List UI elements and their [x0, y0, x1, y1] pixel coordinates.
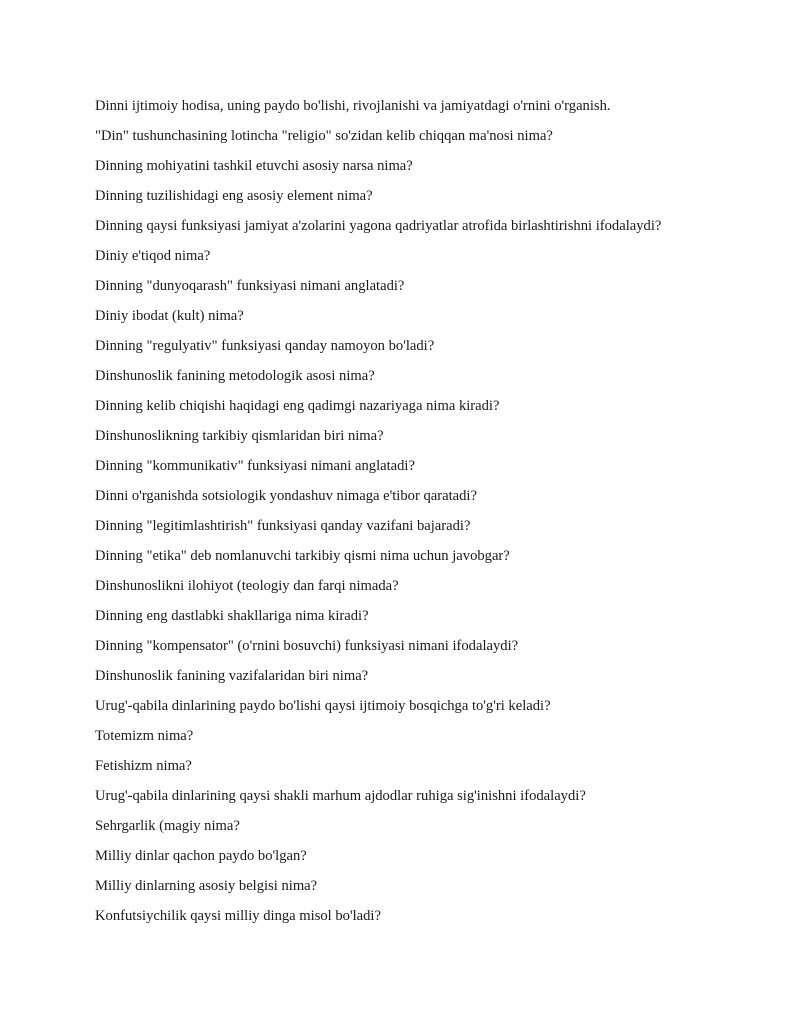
question-line: Totemizm nima? [95, 728, 194, 744]
question-line: Dinning "kommunikativ" funksiyasi nimani anglatadi? [95, 458, 415, 474]
question-line: Dinning "etika" deb nomlanuvchi tarkibiy qismi nima uchun javobgar? [95, 548, 510, 564]
question-line: "Din" tushunchasining lotincha "religio" so'zidan kelib chiqqan ma'nosi nima? [95, 128, 553, 144]
question-line: Dinshunoslik fanining metodologik asosi nima? [95, 368, 375, 384]
question-line: Dinni o'rganishda sotsiologik yondashuv nimaga e'tibor qaratadi? [95, 488, 477, 504]
question-line: Milliy dinlar qachon paydo bo'lgan? [95, 848, 307, 864]
question-line: Milliy dinlarning asosiy belgisi nima? [95, 878, 318, 894]
question-line: Dinning "kompensator" (o'rnini bosuvchi) funksiyasi nimani ifodalaydi? [95, 638, 519, 654]
question-line: Dinning "regulyativ" funksiyasi qanday namoyon bo'ladi? [95, 338, 435, 354]
question-line: Dinni ijtimoiy hodisa, uning paydo bo'lishi, rivojlanishi va jamiyatdagi o'rnini o'rganish. [95, 98, 611, 114]
question-line: Konfutsiychilik qaysi milliy dinga misol bo'ladi? [95, 908, 381, 924]
question-line: Dinning "legitimlashtirish" funksiyasi qanday vazifani bajaradi? [95, 518, 471, 534]
question-line: Sehrgarlik (magiy nima? [95, 818, 240, 834]
question-line: Diniy e'tiqod nima? [95, 248, 211, 264]
question-line: Dinning tuzilishidagi eng asosiy element nima? [95, 188, 373, 204]
question-line: Dinning qaysi funksiyasi jamiyat a'zolarini yagona qadriyatlar atrofida birlashtirishni ifodalaydi? [95, 218, 662, 234]
question-line: Dinning mohiyatini tashkil etuvchi asosiy narsa nima? [95, 158, 413, 174]
question-line: Dinning eng dastlabki shakllariga nima kiradi? [95, 608, 369, 624]
question-list [95, 91, 785, 931]
question-line: Urug'-qabila dinlarining qaysi shakli marhum ajdodlar ruhiga sig'inishni ifodalaydi? [95, 788, 586, 804]
question-line: Dinshunoslikni ilohiyot (teologiy dan farqi nimada? [95, 578, 399, 594]
question-line: Dinning "dunyoqarash" funksiyasi nimani anglatadi? [95, 278, 405, 294]
question-line: Dinshunoslik fanining vazifalaridan biri nima? [95, 668, 369, 684]
question-line: Dinshunoslikning tarkibiy qismlaridan biri nima? [95, 428, 384, 444]
question-line: Urug'-qabila dinlarining paydo bo'lishi qaysi ijtimoiy bosqichga to'g'ri keladi? [95, 698, 551, 714]
question-line: Fetishizm nima? [95, 758, 192, 774]
question-line: Dinning kelib chiqishi haqidagi eng qadimgi nazariyaga nima kiradi? [95, 398, 500, 414]
question-line: Diniy ibodat (kult) nima? [95, 308, 244, 324]
